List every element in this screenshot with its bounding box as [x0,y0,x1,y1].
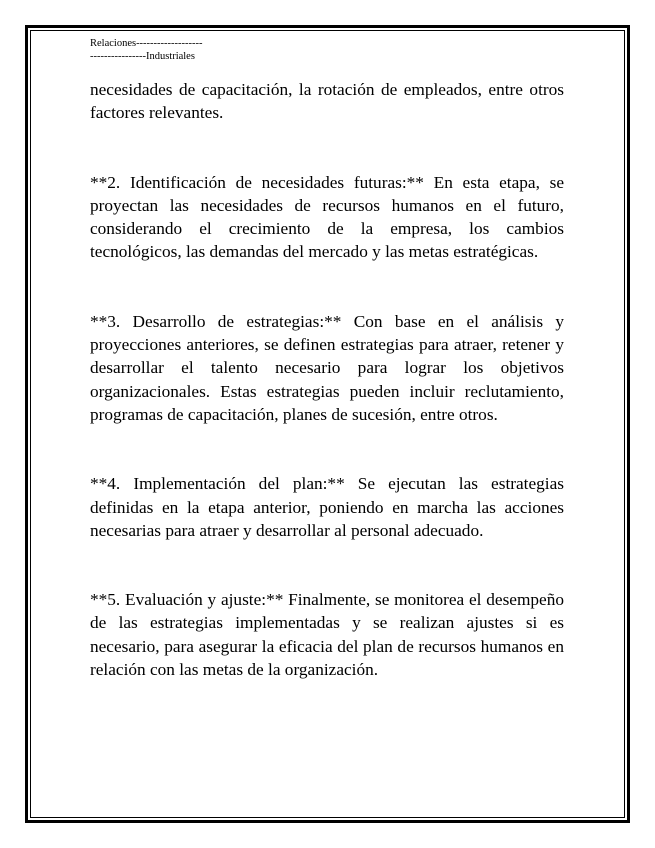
paragraph-step-2: **2. Identificación de necesidades futuras:** En esta etapa, se proyectan las necesidades de recursos humanos en el futuro, considerando el crecimiento de la empresa, los cambios tecnológicos, las demandas del mercado y las metas estratégicas. [90,172,564,262]
header-line-2: ----------------Industriales [90,51,195,62]
document-body [90,78,564,681]
paragraph-continuation: necesidades de capacitación, la rotación de empleados, entre otros factores relevantes. [90,80,564,123]
header-line-1: Relaciones------------------- [90,38,203,49]
paragraph-step-5: **5. Evaluación y ajuste:** Finalmente, se monitorea el desempeño de las estrategias implementadas y se realizan ajustes si es necesario, para asegurar la eficacia del plan de recursos humanos en relación con las metas de la organización. [90,590,564,680]
running-header [90,37,203,63]
paragraph-step-4: **4. Implementación del plan:** Se ejecutan las estrategias definidas en la etapa anterior, poniendo en marcha las acciones necesarias para atraer y desarrollar al personal adecuado. [90,474,564,540]
paragraph-step-3: **3. Desarrollo de estrategias:** Con base en el análisis y proyecciones anteriores, se definen estrategias para atraer, retener y desarrollar el talento necesario para lograr los objetivos organizacionales. Estas estrategias pueden incluir reclutamiento, programas de capacitación, planes de sucesión, entre otros. [90,311,564,424]
